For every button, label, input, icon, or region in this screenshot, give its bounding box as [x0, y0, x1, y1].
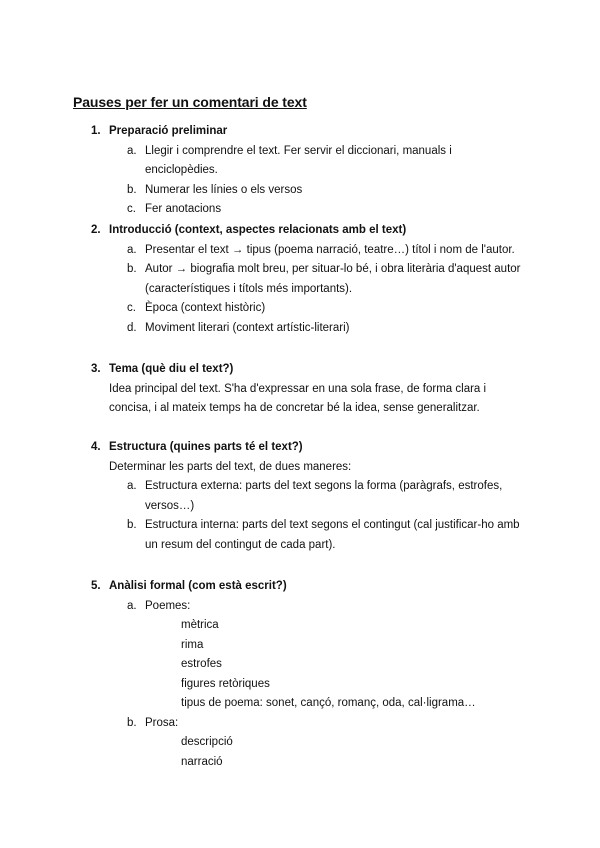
- section-preparacio: [0, 122, 600, 220]
- list-item-letter: a.: [127, 243, 137, 256]
- list-item-text: Poemes:: [145, 599, 191, 612]
- list-item-text: Moviment literari (context artístic-literari): [145, 321, 350, 334]
- section-number: 1.: [91, 125, 101, 137]
- list-item: [0, 241, 600, 261]
- section-number: 2.: [91, 224, 101, 236]
- list-item: [0, 516, 600, 555]
- sub-list-item: rima: [181, 638, 204, 651]
- list-item-text: Fer anotacions: [145, 203, 222, 215]
- section-number: 5.: [91, 580, 101, 592]
- list-item-letter: b.: [127, 263, 137, 275]
- list-item-letter: b.: [127, 716, 137, 729]
- section-paragraph: Idea principal del text. S'ha d'expressar en una sola frase, de forma clara i concisa, i al mateix temps ha de concretar bé la idea, sense generalitzar.: [109, 382, 487, 414]
- section-analisi-formal: [0, 577, 600, 772]
- list-item-text: Numerar les línies o els versos: [145, 183, 303, 196]
- list-item: [0, 597, 600, 617]
- section-title: Anàlisi formal (com està escrit?): [109, 580, 287, 592]
- list-item-text: Època (context històric): [145, 302, 266, 314]
- section-title: Tema (què diu el text?): [109, 363, 234, 375]
- section-estructura: [0, 438, 600, 555]
- list-item: [0, 142, 600, 181]
- list-item: [0, 299, 600, 319]
- section-heading: [0, 360, 600, 380]
- list-item: [0, 477, 600, 516]
- sub-list-item: figures retòriques: [181, 677, 270, 690]
- list-item-letter: c.: [127, 302, 136, 314]
- section-title: Introducció (context, aspectes relacionats amb el text): [109, 224, 407, 236]
- sub-list-item: estrofes: [181, 658, 222, 670]
- list-item-letter: c.: [127, 203, 136, 215]
- sub-list-item: descripció: [181, 736, 233, 748]
- sub-list-item: mètrica: [181, 619, 219, 631]
- sub-list-item: narració: [181, 755, 223, 768]
- section-heading: [0, 122, 600, 142]
- list-item: [0, 260, 600, 299]
- list-item-letter: a.: [127, 480, 137, 492]
- section-number: 3.: [91, 363, 101, 375]
- section-tema: [0, 360, 600, 419]
- list-item-text: Llegir i comprendre el text. Fer servir el diccionari, manuals i enciclopèdies.: [145, 144, 452, 176]
- section-introduccio: [0, 221, 600, 338]
- section-number: 4.: [91, 441, 101, 453]
- page-title: Pauses per fer un comentari de text: [73, 94, 307, 110]
- section-paragraph: Determinar les parts del text, de dues maneres:: [109, 460, 352, 473]
- list-item-letter: b.: [127, 519, 137, 531]
- section-title: Estructura (quines parts té el text?): [109, 441, 303, 453]
- list-item: [0, 319, 600, 339]
- list-item-text: Presentar el text → tipus (poema narració, teatre…) títol i nom de l'autor.: [145, 243, 515, 256]
- list-item-text: Estructura externa: parts del text segons la forma (paràgrafs, estrofes, versos…): [145, 480, 503, 512]
- sub-list-item: tipus de poema: sonet, cançó, romanç, oda, cal·ligrama…: [181, 697, 476, 709]
- list-item-letter: a.: [127, 144, 137, 157]
- list-item-text: Autor → biografia molt breu, per situar-lo bé, i obra literària d'aquest autor (característiques i títols més importants).: [145, 263, 521, 295]
- list-item-letter: d.: [127, 321, 137, 334]
- section-title: Preparació preliminar: [109, 125, 228, 137]
- list-item-letter: b.: [127, 183, 137, 196]
- section-heading: [0, 221, 600, 241]
- list-item: [0, 714, 600, 734]
- section-heading: [0, 577, 600, 597]
- section-heading: [0, 438, 600, 458]
- list-item: [0, 200, 600, 220]
- list-item: [0, 181, 600, 201]
- list-item-letter: a.: [127, 599, 137, 612]
- list-item-text: Prosa:: [145, 716, 179, 729]
- list-item-text: Estructura interna: parts del text segons el contingut (cal justificar-ho amb un resum del contingut de cada part).: [145, 519, 520, 551]
